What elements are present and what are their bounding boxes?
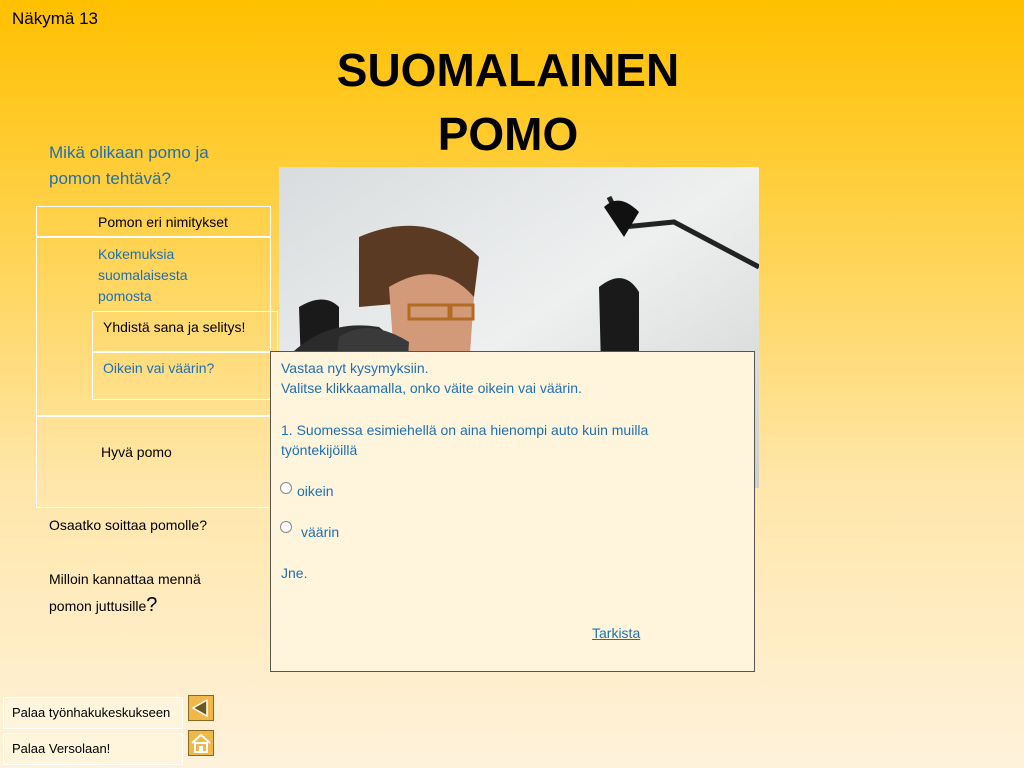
back-button[interactable] bbox=[188, 695, 214, 721]
menu-item-kokemuksia[interactable]: Kokemuksia suomalaisesta pomosta bbox=[98, 246, 188, 304]
page-title-line2: POMO bbox=[437, 108, 579, 160]
link-call-boss[interactable]: Osaatko soittaa pomolle? bbox=[49, 517, 207, 533]
view-label: Näkymä 13 bbox=[12, 9, 98, 28]
quiz-etc: Jne. bbox=[281, 565, 308, 581]
intro-question[interactable]: Mikä olikaan pomo ja pomon tehtävä? bbox=[49, 143, 209, 188]
check-link[interactable]: Tarkista bbox=[592, 625, 641, 641]
page-title bbox=[300, 38, 716, 166]
radio-vaarin[interactable] bbox=[280, 521, 292, 533]
option-vaarin-label[interactable]: väärin bbox=[301, 524, 340, 540]
radio-oikein[interactable] bbox=[280, 482, 292, 494]
link-when-line2: pomon juttusille bbox=[49, 598, 147, 614]
quiz-panel bbox=[270, 351, 755, 672]
menu-box-3[interactable] bbox=[36, 416, 271, 508]
menu-item-hyva-pomo[interactable]: Hyvä pomo bbox=[101, 444, 172, 460]
menu-item-nimitykset[interactable]: Pomon eri nimitykset bbox=[98, 214, 228, 230]
back-to-jobcenter-label[interactable]: Palaa työnhakukeskukseen bbox=[3, 697, 183, 729]
back-to-versola-label[interactable]: Palaa Versolaan! bbox=[3, 733, 183, 765]
quiz-instruction-1: Vastaa nyt kysymyksiin. bbox=[281, 360, 429, 376]
submenu-item-oikein-vai-vaarin[interactable]: Oikein vai väärin? bbox=[103, 360, 215, 376]
link-when-qmark: ? bbox=[146, 594, 158, 616]
quiz-question-line1: 1. Suomessa esimiehellä on aina hienompi auto kuin muilla bbox=[281, 422, 649, 438]
submenu-item-yhdista[interactable]: Yhdistä sana ja selitys! bbox=[103, 319, 246, 335]
home-button[interactable] bbox=[188, 730, 214, 756]
link-when-to-go[interactable] bbox=[49, 566, 249, 619]
quiz-instruction-2: Valitse klikkaamalla, onko väite oikein vai väärin. bbox=[281, 380, 582, 396]
option-oikein-label[interactable]: oikein bbox=[297, 483, 334, 499]
arrow-left-icon bbox=[189, 707, 213, 724]
quiz-question-line2: työntekijöillä bbox=[281, 442, 358, 458]
page-title-line1: SUOMALAINEN bbox=[336, 44, 680, 96]
home-icon bbox=[189, 742, 213, 759]
link-when-line1: Milloin kannattaa mennä bbox=[49, 571, 201, 587]
